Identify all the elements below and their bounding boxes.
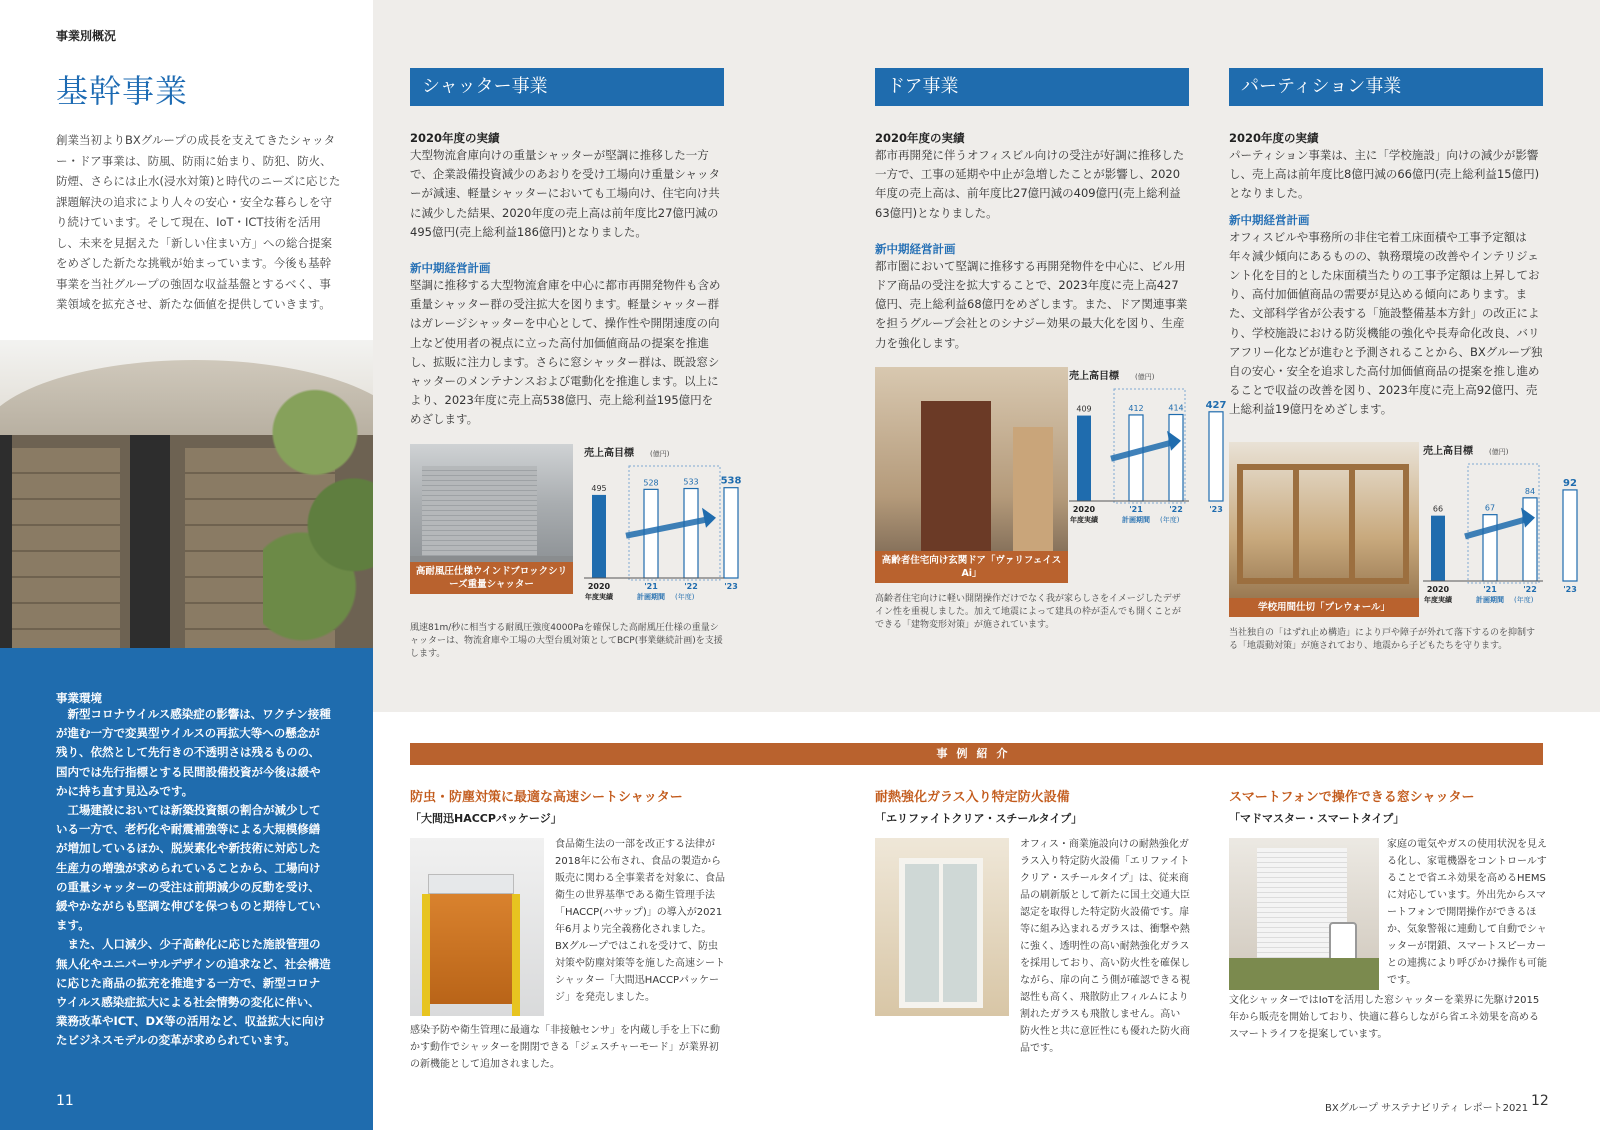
result-heading: 2020年度の実績 [875,131,965,145]
door-photo [875,367,1068,583]
category-label: '22 [1523,584,1537,594]
chart-unit: (億円) [650,449,670,458]
env-paragraph: また、人口減少、少子高齢化に応じた施設管理の無人化やユニバーサルデザインの追求など、社会構造に応じた商品の拡充を推進する一方で、新型コロナウイルス感染症拡大による社会情勢の変化に伴い、業務改革やICT、DX等の活用など、収益拡大に向けたビジネスモデルの変革が求められています。 [56,937,331,1048]
door-header: ドア事業 [875,68,1189,106]
env-paragraph: 工場建設においては新築投資額の割合が減少している一方で、老朽化や耐震補強等による大規模修繕が増加しているほか、脱炭素化や新技術に対応した生産力の増強が求められていることから、工場向けの重量シャッターの受注は前期減少の反動を受け、緩やかながらも堅調な伸びを保つものと期待しています。 [56,803,321,933]
category-label: '21 [644,581,658,591]
category-label: '21 [1483,584,1497,594]
arrow-head [702,507,716,527]
shutter-result-text: 大型物流倉庫向けの重量シャッターが堅調に推移した一方で、企業設備投資減少のあおりを受け工場向け重量シャッターが減速、軽量シャッターにおいても工場向け、住宅向け共に減少した結果、2020年度の売上高は前年度比27億円減の495億円(売上総利益186億円)となりました。 [410,148,721,239]
bar [1129,415,1143,501]
bar [1523,497,1537,580]
page-number-left: 11 [56,1093,74,1109]
bar [592,495,606,578]
plan-heading: 新中期経営計画 [410,261,491,276]
actual-label: 年度実績 [1070,515,1098,524]
category-label: '23 [724,581,738,591]
category-label: 2020 [587,581,611,591]
window-shutter-photo [1229,838,1379,990]
plan-period-label: 計画期間 [1476,595,1504,604]
case-title: 耐熱強化ガラス入り特定防火設備 [875,790,1070,805]
case-description-extra: 文化シャッターではIoTを活用した窓シャッターを業界に先駆け2015年から販売を開始しており、快適に暮らしながら省エネ効果を高めるスマートライフを提案しています。 [1229,995,1540,1040]
sales-target-chart-partition [1423,442,1577,617]
high-speed-sheet-shutter-photo [410,838,544,1016]
category-label: '23 [1209,504,1223,514]
data-label: 414 [1168,403,1184,413]
data-label: 84 [1524,486,1536,496]
case-product-name: 「大間迅HACCPパッケージ」 [410,812,562,825]
door-business-column [875,68,1227,632]
category-label: '22 [684,581,698,591]
data-label: 528 [643,478,659,488]
garage-shutter-photo [0,340,373,648]
case-study-1 [410,786,724,1076]
case-study-bar: 事例紹介 [410,743,1543,765]
result-heading: 2020年度の実績 [410,131,500,145]
data-label: 533 [683,477,699,487]
shutter-plan-text: 堅調に推移する大型物流倉庫を中心に都市再開発物件も含め重量シャッター群の受注拡大を図ります。軽量シャッター群はガレージシャッターを中心として、操作性や開閉速度の向上など使用者の視点に立った高付加価値商品の提案を推進し、拡販に注力します。さらに窓シャッター群は、既設窓シャッターのメンテナンスおよび電動化を推進します。以上により、2023年度に売上高538億円、売上総利益195億円をめざします。 [410,278,721,427]
case-study-2 [875,786,1189,1076]
category-label: '22 [1169,504,1183,514]
chart-title: 売上高目標 [1423,445,1473,457]
plan-heading: 新中期経営計画 [1229,212,1310,227]
data-label: 409 [1076,404,1092,414]
section-label: 事業別概況 [56,29,117,43]
category-label: '21 [1129,504,1143,514]
page-number-right: 12 [1531,1093,1549,1109]
partition-plan-text: オフィスビルや事務所の非住宅着工床面積や工事予定額は年々減少傾向にあるものの、執務環境の改善やインテリジェント化を目的とした床面積当たりの工事予定額は上昇しており、高付加価値商品の需要が見込める傾向にあります。また、文部科学省が公表する「施設整備基本方針」の改正により、学校施設における防災機能の強化や長寿命化改良、バリアフリー化などが進むと予測されることから、BXグループ独自の安心・安全を追求した高付加価値商品の提案を推し進めることで収益の改善を図り、2023年度に売上高92億円、売上総利益19億円をめざします。 [1229,229,1543,417]
bar [724,487,738,577]
case-description: 食品衛生法の一部を改正する法律が2018年に公布され、食品の製造から販売に関わる全事業者を対象に、食品衛生の世界基準である衛生管理手法「HACCP(ハサップ)」の導入が2021年6月より完全義務化されました。BXグループではこれを受けて、防虫対策や防塵対策等を施した高速シートシャッター「大間迅HACCPパッケージ」を発売しました。 [555,839,725,1003]
bar [1563,490,1577,581]
case-title: 防虫・防塵対策に最適な高速シートシャッター [410,790,683,805]
photo-caption: 高耐風圧仕様ウインドブロックシリーズ重量シャッター [410,562,573,594]
partition-result-text: パーティション事業は、主に「学校施設」向けの減少が影響し、売上高は前年度比8億円減の66億円(売上総利益15億円)となりました。 [1229,148,1540,201]
plan-period-label: 計画期間 [637,592,665,601]
case-study-3 [1229,786,1547,1076]
chart-title: 売上高目標 [1069,370,1119,382]
data-label: 92 [1563,477,1577,489]
category-label: 2020 [1072,504,1096,514]
sales-target-chart-shutter [584,444,742,614]
partition-photo [1229,442,1419,617]
case-description-extra: 感染予防や衛生管理に最適な「非接触センサ」を内蔵し手を上下に動かす動作でシャッターを開閉できる「ジェスチャーモード」が業界初の新機能として追加されました。 [410,1025,720,1070]
result-heading: 2020年度の実績 [1229,131,1319,145]
data-label: 66 [1432,504,1444,514]
shutter-business-column [410,68,742,661]
shutter-photo [410,444,573,594]
chart-title: 売上高目標 [584,447,634,459]
bar [1431,515,1445,580]
door-result-text: 都市再開発に伴うオフィスビル向けの受注が好調に推移した一方で、工事の延期や中止が急増したことが影響し、2020年度の売上高は、前年度比27億円減の409億円(売上総利益63億円)となりました。 [875,148,1185,220]
case-title: スマートフォンで操作できる窓シャッター [1229,790,1475,805]
env-paragraph: 新型コロナウイルス感染症の影響は、ワクチン接種が進む一方で変異型ウイルスの再拡大等への懸念が残り、依然として先行きの不透明さは残るものの、国内では先行指標とする民間設備投資が今後は緩やかに持ち直す見込みです。 [56,707,331,798]
partition-business-column [1229,68,1577,653]
sales-target-chart-door [1069,367,1227,537]
data-label: 495 [591,483,607,493]
bar [1209,412,1223,501]
door-plan-text: 都市圏において堅調に推移する再開発物件を中心に、ビル用ドア商品の受注を拡大することで、2023年度に売上高427億円、売上総利益68億円をめざします。また、ドア関連事業を担うグループ会社とのシナジー効果の最大化を図り、生産力を強化します。 [875,258,1188,350]
chart-unit: (億円) [1489,447,1509,456]
data-label: 538 [720,475,742,487]
plan-period-label: 計画期間 [1122,515,1150,524]
partition-note: 当社独自の「はずれ止め構造」により戸や障子が外れて落下するのを抑制する「地震動対策」が施されており、地震から子どもたちを守ります。 [1229,627,1536,651]
data-label: 412 [1128,403,1144,413]
shutter-note: 風速81m/秒に相当する耐風圧強度4000Paを確保した高耐風圧仕様の重量シャッターは、物流倉庫や工場の大型台風対策としてBCP(事業継続計画)を支援します。 [410,622,723,659]
data-label: 67 [1484,503,1496,513]
actual-label: 年度実績 [585,592,613,601]
category-label: 2020 [1426,584,1450,594]
env-title: 事業環境 [56,691,102,705]
plan-heading: 新中期経営計画 [875,241,956,256]
shutter-header: シャッター事業 [410,68,724,106]
chart-unit: (億円) [1135,372,1155,381]
data-label: 427 [1205,399,1227,411]
photo-caption: 学校用間仕切「プレウォール」 [1229,598,1419,617]
report-title: BXグループ サステナビリティ レポート2021 [1325,1103,1529,1114]
intro-text: 創業当初よりBXグループの成長を支えてきたシャッター・ドア事業は、防風、防雨に始まり、防犯、防火、防煙、さらには止水(浸水対策)と時代のニーズに応じた課題解決の追求により人々の安心・安全な暮らしを守り続けています。そして現在、IoT・ICT技術を活用し、未来を見据えた「新しい住まい方」への総合提案をめざした新たな挑戦が始まっています。今後も基幹事業を当社グループの強固な収益基盤とするべく、事業領域を拡充させ、新たな価値を提供していきます。 [56,133,341,311]
case-product-name: 「マドマスター・スマートタイプ」 [1229,812,1405,825]
case-description: オフィス・商業施設向けの耐熱強化ガラス入り特定防火設備「エリファイトクリア・スチールタイプ」は、従来商品の刷新版として新たに国土交通大臣認定を取得した特定防火設備です。扉等に組み込まれるガラスは、衝撃や熱に強く、透明性の高い耐熱強化ガラスを採用しており、高い防火性を確保しながら、扉の向こう側が確認できる視認性も高く、飛散防止フィルムにより割れたガラスも飛散しません。高い防火性と共に意匠性にも優れた防火商品です。 [1020,839,1190,1054]
case-product-name: 「エリファイトクリア・スチールタイプ」 [875,812,1083,825]
partition-header: パーティション事業 [1229,68,1543,106]
door-note: 高齢者住宅向けに軽い開閉操作だけでなく我が家らしさをイメージしたデザイン性を重視しました。加えて地震によって建具の枠が歪んでも開くことができる「建物変形対策」が施されています。 [875,593,1182,630]
plan-unit-label: (年度) [675,592,695,601]
plan-unit-label: (年度) [1160,515,1180,524]
category-label: '23 [1563,584,1577,594]
bar [1077,415,1091,500]
actual-label: 年度実績 [1424,595,1452,604]
bar [1169,414,1183,500]
bar [684,488,698,577]
bar [1483,514,1497,580]
case-description: 家庭の電気やガスの使用状況を見える化し、家電機器をコントロールすることで省エネ効果を高めるHEMSに対応しています。外出先からスマートフォンで開閉操作ができるほか、気象警報に連動して自動でシャッターが閉鎖、スマートスピーカーとの連携により呼びかけ操作も可能です。 [1387,839,1547,986]
photo-caption: 高齢者住宅向け玄関ドア「ヴァリフェイスAi」 [875,551,1068,583]
env-text [56,705,331,1051]
fire-door-photo [875,838,1009,1016]
page-title: 基幹事業 [56,72,189,110]
plan-unit-label: (年度) [1514,595,1534,604]
